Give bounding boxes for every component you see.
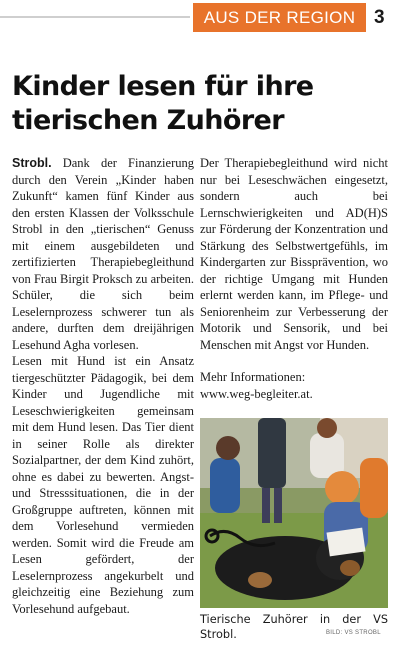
article-paragraph-3: Der Therapiebegleithund wird nicht nur bei Leseschwächen eingesetzt, sondern auch bei Lernschwierigkeiten und AD(H)S zur Förderung der Konzentration und Stärkung des Selbstwertgefühls, im Kindergarten zur Bissprävention, wo der richtige Umgang mit Hunden erlernt werden kann, im Pflege- und Seniorenheim zur Verbesserung der Motorik und Sensorik, und bei Menschen mit Angst vor Hunden. bbox=[200, 156, 388, 352]
photo-caption-text: Tierische Zuhörer in der VS Strobl. bbox=[200, 613, 388, 641]
more-info bbox=[200, 369, 388, 402]
photo-caption bbox=[200, 612, 388, 642]
photo-illustration bbox=[200, 418, 388, 608]
article-column-right bbox=[200, 155, 388, 402]
article-paragraph-2: Lesen mit Hund ist ein Ansatz tiergeschützter Pädagogik, bei dem Kinder und Jugendliche mit Leseschwierigkeiten gemeinsam mit dem Hund lesen. Das Tier dient in seiner Rolle als direkter Sozialpartner, der dem Kind zuhört, ohne es dabei zu bewerten. Angst- und Stresssituationen, die in der Großgruppe auftreten, können mit dem Vorlesehund vermieden werden. Somit wird die Freude am Lesen gefördert, der Leselernprozess angekurbelt und gleichzeitig eine Beziehung zum Vorlesehund aufgebaut. bbox=[12, 354, 194, 616]
header-rule bbox=[0, 16, 190, 18]
more-info-link[interactable]: www.weg-begleiter.at. bbox=[200, 386, 313, 401]
article-column-left bbox=[12, 155, 194, 617]
photo-credit: BILD: VS STROBL bbox=[326, 630, 381, 636]
article-headline: Kinder lesen für ihre tierischen Zuhörer bbox=[12, 71, 314, 136]
dateline: Strobl. bbox=[12, 156, 52, 170]
article-paragraph-1 bbox=[12, 155, 194, 353]
more-info-label: Mehr Informationen: bbox=[200, 370, 306, 384]
paragraph-1-text: Dank der Finanzierung durch den Verein „Kinder haben Zukunft“ kamen fünf Kinder aus den ersten Klassen der Volksschule Strobl in den „tierischen“ Genuss mit einem ausgebildeten und zertifizierten Therapiebegleithund von Frau Birgit Proksch zu arbeiten. Schüler, die sich beim Leselernprozess schwerer tun als andere, durften dem dreijährigen Lesehund Agha vorlesen. bbox=[12, 156, 194, 352]
section-tag: AUS DER REGION bbox=[193, 3, 366, 32]
page-number: 3 bbox=[374, 7, 385, 28]
article-photo bbox=[200, 418, 388, 608]
